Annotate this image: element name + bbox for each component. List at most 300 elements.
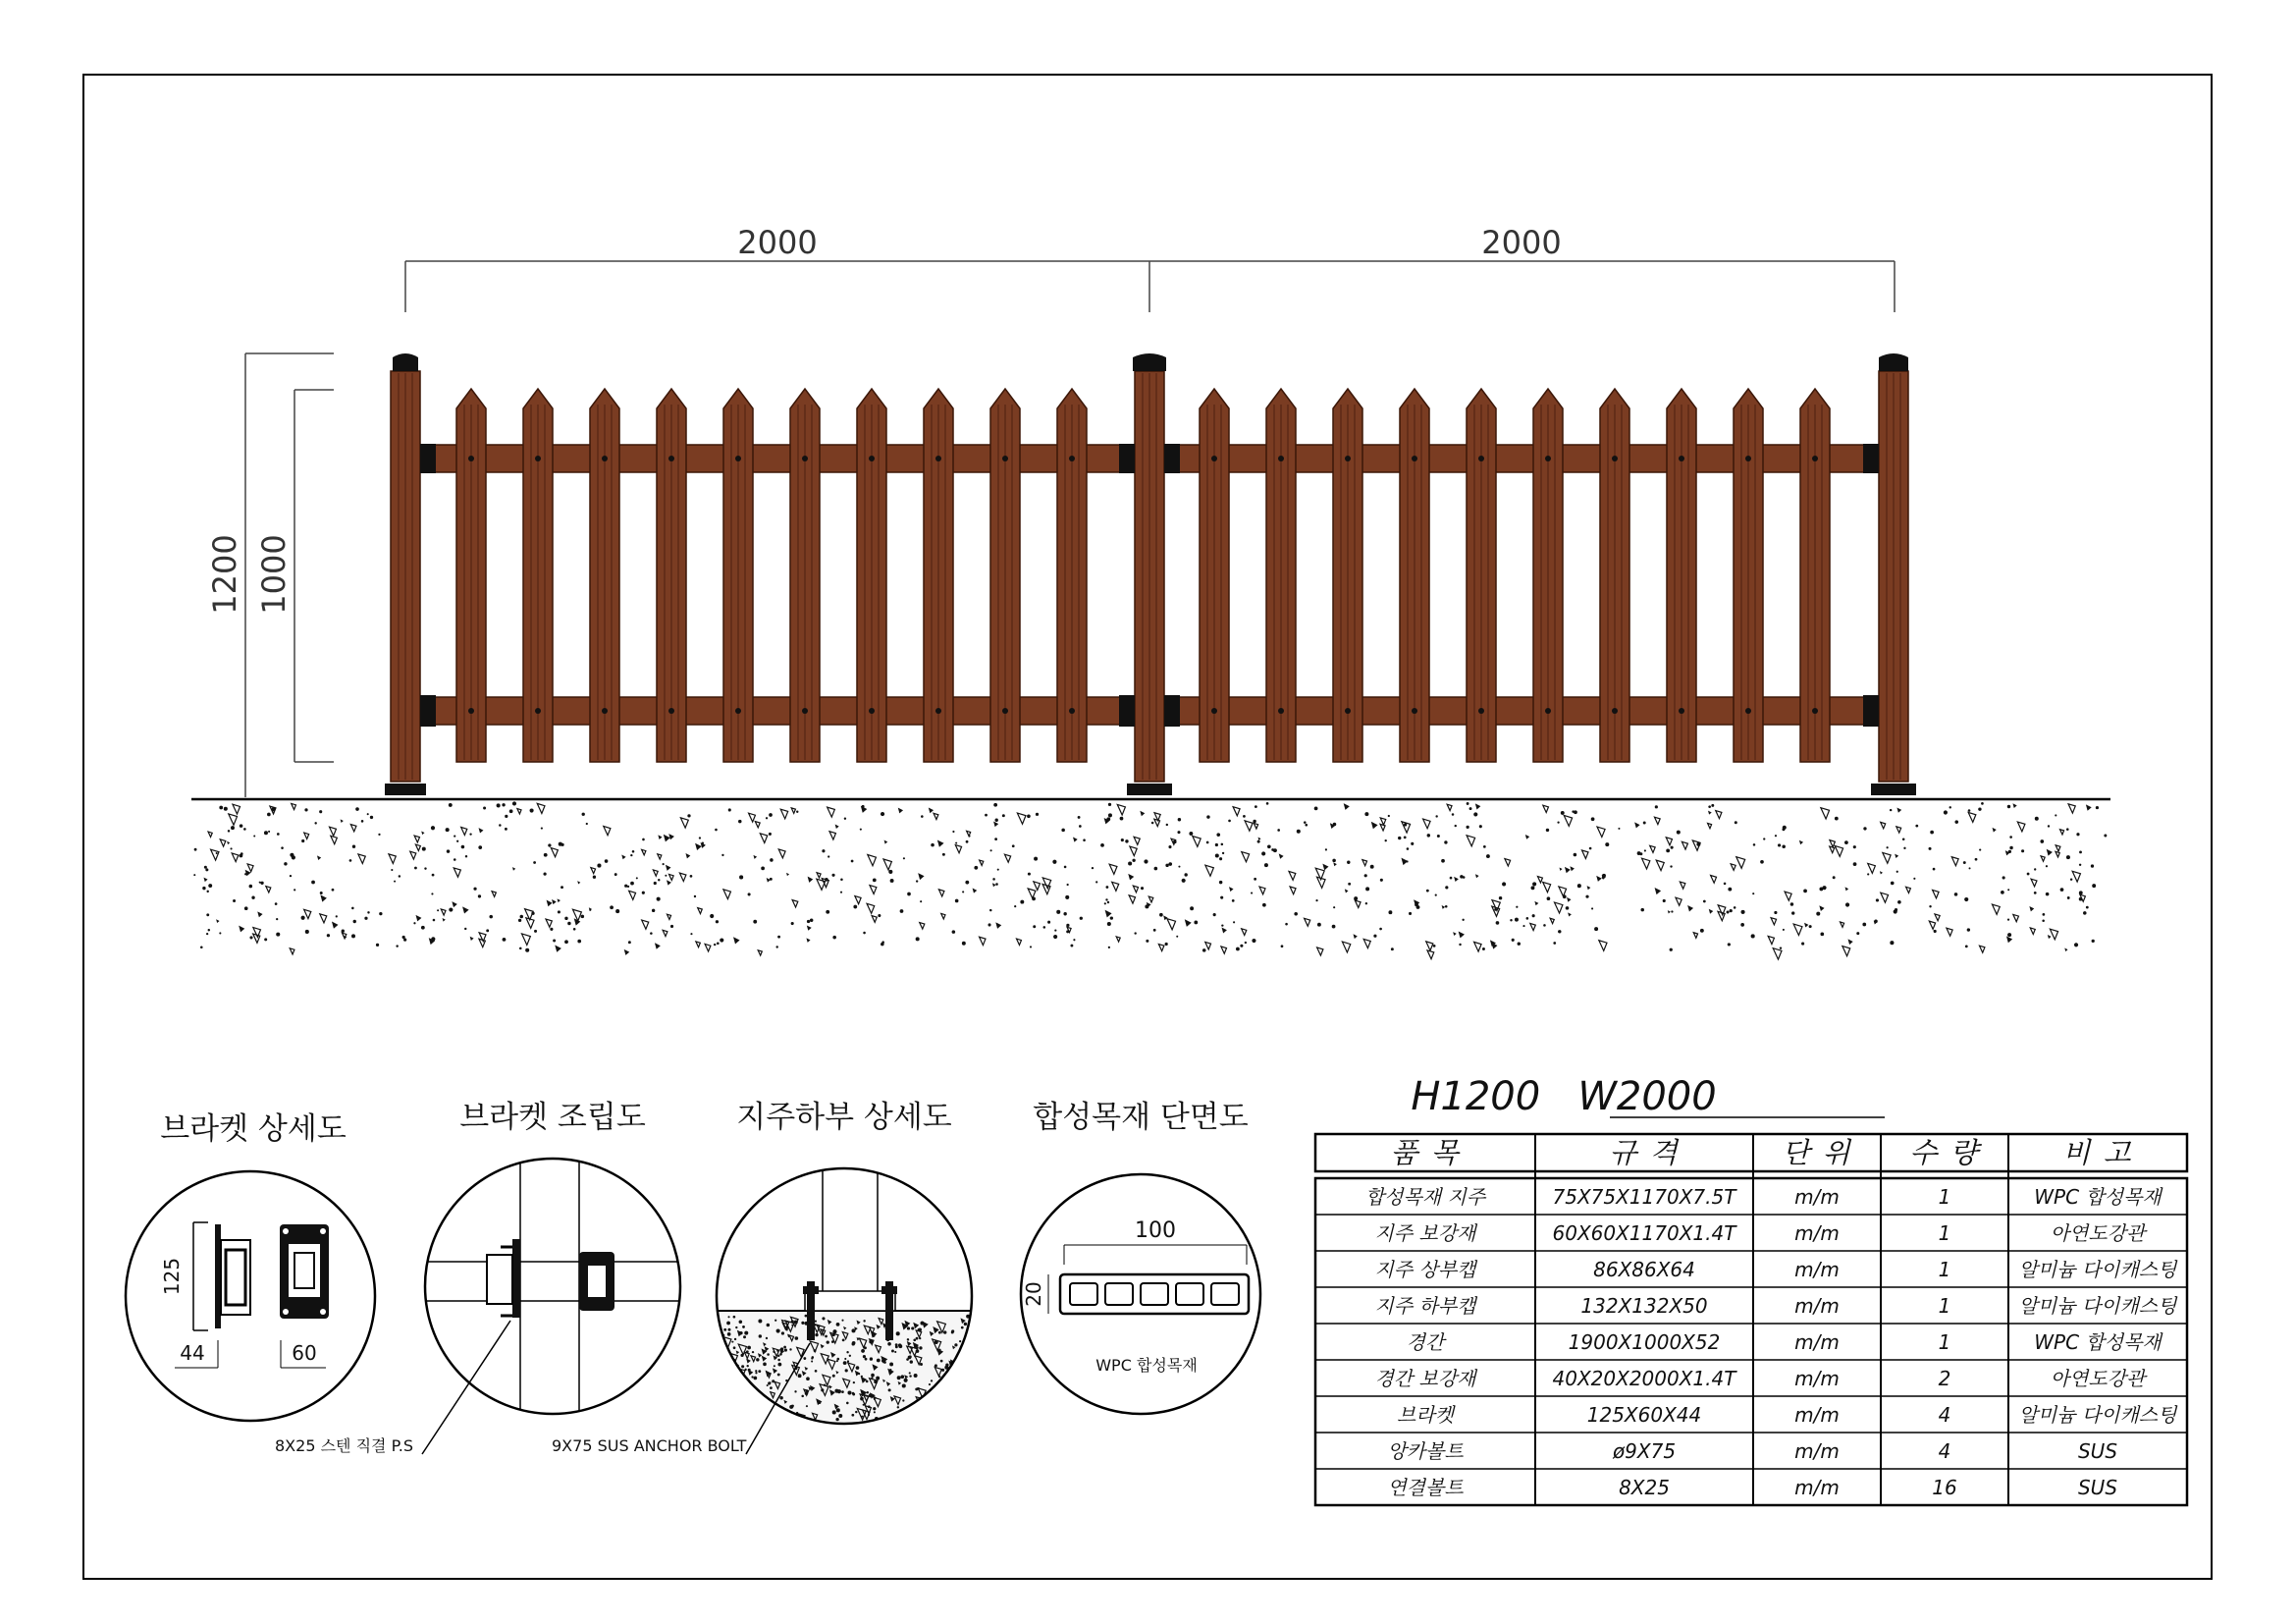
- gravel-dot: [1522, 925, 1524, 927]
- gravel-stone: [341, 819, 344, 823]
- gravel-dot: [2021, 849, 2024, 852]
- gravel-dot: [1445, 886, 1448, 889]
- rail-screw: [1002, 708, 1008, 714]
- gravel-stone: [1599, 941, 1607, 951]
- gravel-dot: [766, 817, 768, 819]
- picket: [1400, 389, 1429, 762]
- wpc-section-detail: [1021, 1100, 1260, 1414]
- gravel-stone: [1731, 864, 1735, 871]
- gravel-dot: [1482, 947, 1485, 950]
- gravel-dot: [742, 1395, 746, 1399]
- gravel-dot: [902, 1399, 904, 1401]
- gravel-stone: [1718, 911, 1725, 920]
- gravel-dot: [1671, 846, 1674, 849]
- gravel-stone: [547, 900, 553, 907]
- gravel-dot: [1532, 914, 1535, 917]
- gravel-stone: [1205, 942, 1211, 948]
- gravel-dot: [971, 1377, 975, 1380]
- gravel-stone: [995, 922, 1001, 928]
- gravel-stone: [1344, 803, 1350, 810]
- wpc-thickness-label: 20: [1022, 1281, 1045, 1307]
- table-cell: 아연도강관: [2050, 1221, 2146, 1245]
- gravel-stone: [1933, 890, 1939, 897]
- gravel-dot: [1168, 862, 1172, 866]
- gravel-stone: [1687, 905, 1693, 912]
- gravel-dot: [822, 849, 825, 852]
- gravel-dot: [828, 855, 829, 857]
- gravel-dot: [290, 875, 292, 877]
- gravel-stone: [778, 849, 785, 858]
- gravel-dot: [260, 882, 263, 885]
- wpc-width-label: 100: [1135, 1218, 1176, 1243]
- gravel-stone: [1117, 804, 1125, 815]
- gravel-stone: [717, 1364, 722, 1371]
- gravel-dot: [1435, 894, 1437, 896]
- gravel-stone: [1133, 886, 1138, 893]
- gravel-dot: [1281, 945, 1284, 947]
- gravel-stone: [1543, 805, 1549, 812]
- gravel-dot: [1314, 806, 1318, 810]
- gravel-dot: [961, 1349, 964, 1352]
- gravel-dot: [1969, 867, 1971, 869]
- gravel-stone: [1109, 864, 1117, 874]
- gravel-dot: [564, 917, 567, 920]
- gravel-stone: [1597, 827, 1605, 838]
- gravel-dot: [914, 1374, 918, 1378]
- gravel-dot: [1073, 939, 1075, 941]
- table-cell: 알미늄 다이캐스팅: [2018, 1294, 2177, 1318]
- rail-screw: [1812, 708, 1818, 714]
- gravel-dot: [1154, 867, 1158, 871]
- gravel-dot: [896, 1331, 900, 1335]
- table-cell: m/m: [1794, 1185, 1840, 1209]
- gravel-dot: [505, 828, 507, 831]
- gravel-dot: [2070, 878, 2072, 880]
- gravel-dot: [1763, 838, 1765, 839]
- gravel-dot: [1496, 921, 1500, 925]
- gravel-dot: [868, 1405, 871, 1408]
- gravel-dot: [954, 1412, 957, 1415]
- gravel-dot: [911, 1326, 914, 1329]
- gravel-stone: [737, 1383, 746, 1395]
- gravel-dot: [391, 869, 393, 871]
- table-cell: 1900X1000X52: [1568, 1330, 1721, 1354]
- gravel-stone: [2012, 803, 2016, 808]
- gravel-dot: [832, 1410, 836, 1414]
- gravel-dot: [1028, 873, 1031, 876]
- gravel-dot: [952, 930, 956, 934]
- gravel-stone: [980, 937, 986, 945]
- rail-screw: [535, 708, 541, 714]
- gravel-dot: [327, 934, 330, 937]
- gravel-dot: [930, 1418, 933, 1421]
- gravel-stone: [558, 898, 561, 902]
- gravel-dot: [1929, 847, 1932, 850]
- rail-screw: [735, 708, 741, 714]
- gravel-dot: [841, 1390, 844, 1393]
- gravel-dot: [1809, 925, 1812, 928]
- table-cell: m/m: [1794, 1439, 1840, 1463]
- gravel-dot: [1703, 900, 1706, 903]
- gravel-dot: [806, 1377, 810, 1380]
- gravel-dot: [717, 1431, 720, 1434]
- gravel-dot: [216, 852, 218, 854]
- gravel-dot: [815, 1333, 818, 1336]
- gravel-dot: [955, 842, 957, 844]
- gravel-stone: [266, 887, 271, 893]
- gravel-dot: [831, 874, 834, 877]
- anchor-label: 9X75 SUS ANCHOR BOLT: [552, 1436, 747, 1455]
- gravel-dot: [305, 930, 309, 934]
- gravel-dot: [1711, 804, 1714, 807]
- gravel-stone: [1534, 901, 1538, 905]
- gravel-dot: [320, 892, 323, 894]
- gravel-dot: [1887, 846, 1889, 848]
- gravel-stone: [1154, 819, 1160, 826]
- gravel-dot: [2066, 828, 2069, 831]
- gravel-dot: [469, 833, 471, 835]
- gravel-dot: [2043, 913, 2046, 916]
- gravel-dot: [2079, 891, 2083, 894]
- gravel-dot: [888, 870, 892, 874]
- table-cell: 60X60X1170X1.4T: [1552, 1221, 1736, 1245]
- gravel-dot: [840, 879, 843, 882]
- gravel-dot: [581, 915, 585, 919]
- gravel-dot: [2048, 825, 2050, 827]
- gravel-dot: [561, 886, 563, 889]
- gravel-stone: [791, 808, 795, 814]
- table-cell: m/m: [1794, 1330, 1840, 1354]
- gravel-dot: [748, 1384, 751, 1387]
- gravel-stone: [229, 814, 238, 825]
- gravel-dot: [1780, 947, 1782, 948]
- gravel-dot: [1273, 848, 1277, 852]
- table-cell: 알미늄 다이캐스팅: [2018, 1258, 2177, 1281]
- gravel-dot: [1751, 934, 1755, 938]
- gravel-dot: [642, 839, 645, 841]
- gravel-dot: [1640, 908, 1644, 912]
- table-cell: 4: [1938, 1403, 1951, 1427]
- gravel-dot: [290, 853, 294, 857]
- gravel-dot: [1820, 932, 1824, 936]
- gravel-dot: [264, 831, 268, 835]
- gravel-dot: [717, 1411, 720, 1414]
- table-cell: 알미늄 다이캐스팅: [2018, 1403, 2177, 1427]
- gravel-dot: [1107, 922, 1111, 926]
- gravel-stone: [331, 836, 338, 844]
- gravel-stone: [1559, 887, 1567, 896]
- gravel-dot: [1930, 831, 1934, 835]
- gravel-dot: [1079, 825, 1082, 828]
- gravel-dot: [919, 1346, 922, 1349]
- gravel-stone: [929, 1416, 936, 1427]
- gravel-dot: [777, 936, 780, 939]
- ground-gravel-hatch: [193, 801, 2107, 959]
- gravel-stone: [698, 908, 703, 914]
- picket: [590, 389, 619, 762]
- gravel-dot: [1317, 923, 1321, 927]
- gravel-dot: [206, 891, 208, 893]
- gravel-dot: [1020, 900, 1024, 904]
- gravel-dot: [918, 1328, 921, 1331]
- gravel-stone: [220, 839, 226, 846]
- gravel-dot: [233, 899, 236, 902]
- gravel-dot: [1053, 935, 1057, 939]
- gravel-dot: [2079, 864, 2081, 866]
- gravel-stone: [658, 854, 662, 859]
- table-header-cell: 단 위: [1782, 1136, 1852, 1169]
- gravel-dot: [730, 1402, 734, 1406]
- gravel-dot: [801, 1322, 804, 1325]
- gravel-dot: [1178, 866, 1180, 868]
- gravel-stone: [415, 915, 421, 922]
- gravel-dot: [264, 938, 267, 941]
- gravel-dot: [1574, 810, 1577, 814]
- table-cell: 16: [1932, 1476, 1957, 1499]
- gravel-stone: [233, 804, 240, 814]
- gravel-dot: [992, 878, 995, 881]
- gravel-dot: [852, 1342, 855, 1345]
- gravel-dot: [747, 1365, 749, 1367]
- gravel-stone: [817, 873, 821, 878]
- gravel-dot: [1934, 930, 1937, 933]
- gravel-stone: [1559, 868, 1562, 871]
- gravel-dot: [728, 808, 731, 811]
- gravel-stone: [928, 1426, 933, 1431]
- gravel-dot: [849, 1355, 851, 1357]
- rail-screw: [1069, 456, 1075, 461]
- gravel-dot: [431, 826, 435, 830]
- gravel-dot: [736, 1389, 739, 1392]
- gravel-dot: [727, 1432, 729, 1434]
- gravel-stone: [1793, 924, 1802, 935]
- gravel-stone: [679, 873, 685, 881]
- gravel-dot: [1132, 859, 1135, 862]
- bracket-assembly-detail: [275, 1100, 687, 1455]
- gravel-dot: [473, 888, 476, 891]
- gravel-dot: [989, 909, 991, 911]
- gravel-dot: [863, 1320, 865, 1322]
- gravel-stone: [1587, 886, 1591, 890]
- gravel-dot: [887, 1342, 891, 1346]
- rail-screw: [602, 456, 608, 461]
- gravel-dot: [1644, 849, 1646, 851]
- gravel-dot: [1643, 822, 1646, 825]
- gravel-dot: [657, 897, 661, 901]
- gravel-dot: [461, 845, 465, 849]
- gravel-dot: [1574, 853, 1577, 857]
- gravel-dot: [1014, 905, 1016, 907]
- gravel-dot: [558, 910, 561, 913]
- gravel-dot: [900, 909, 904, 913]
- gravel-stone: [667, 880, 671, 885]
- gravel-stone: [923, 1415, 929, 1423]
- gravel-dot: [815, 1321, 817, 1323]
- gravel-dot: [1546, 829, 1549, 832]
- gravel-dot: [941, 1369, 944, 1372]
- gravel-dot: [367, 813, 369, 815]
- gravel-dot: [589, 909, 591, 911]
- gravel-dot: [855, 1411, 857, 1413]
- gravel-stone: [1116, 937, 1120, 942]
- gravel-dot: [862, 1431, 865, 1434]
- gravel-stone: [1130, 846, 1137, 856]
- picket: [456, 389, 486, 762]
- gravel-dot: [1526, 917, 1529, 920]
- gravel-stone: [956, 1373, 959, 1377]
- gravel-dot: [1605, 842, 1609, 846]
- gravel-stone: [695, 843, 702, 850]
- gravel-dot: [1385, 839, 1387, 841]
- spec-table: [1315, 1074, 2187, 1505]
- table-header-cell: 규 격: [1609, 1136, 1680, 1169]
- gravel-dot: [970, 1395, 973, 1398]
- gravel-dot: [1245, 942, 1247, 944]
- gravel-dot: [1863, 827, 1866, 830]
- gravel-stone: [253, 934, 260, 943]
- gravel-dot: [868, 1425, 870, 1427]
- gravel-dot: [867, 1391, 869, 1393]
- gravel-dot: [1222, 852, 1224, 854]
- gravel-dot: [861, 1349, 865, 1353]
- table-cell: 1: [1938, 1330, 1951, 1354]
- gravel-dot: [974, 866, 978, 870]
- gravel-dot: [1965, 945, 1968, 947]
- gravel-dot: [1463, 876, 1466, 879]
- table-cell: m/m: [1794, 1221, 1840, 1245]
- gravel-dot: [909, 1375, 911, 1377]
- gravel-dot: [1034, 857, 1038, 861]
- gravel-dot: [193, 874, 195, 876]
- gravel-dot: [1728, 943, 1731, 946]
- table-cell: 1: [1938, 1294, 1951, 1318]
- gravel-dot: [870, 1357, 873, 1360]
- gravel-stone: [976, 1401, 982, 1408]
- gravel-dot: [1134, 932, 1136, 934]
- gravel-dot: [413, 922, 415, 924]
- gravel-dot: [941, 1413, 945, 1417]
- gravel-dot: [752, 1351, 754, 1353]
- gravel-dot: [845, 1369, 848, 1372]
- gravel-dot: [781, 1430, 784, 1433]
- gravel-dot: [352, 845, 355, 848]
- spec-table-cells: [1365, 1136, 2178, 1499]
- gravel-dot: [1897, 900, 1901, 904]
- gravel-dot: [1266, 802, 1269, 805]
- gravel-dot: [1441, 859, 1445, 863]
- gravel-stone: [1492, 906, 1500, 916]
- gravel-stone: [1474, 942, 1481, 951]
- gravel-dot: [502, 803, 505, 806]
- gravel-dot: [1462, 919, 1464, 921]
- gravel-dot: [853, 905, 857, 909]
- gravel-stone: [2050, 929, 2057, 940]
- gravel-dot: [717, 942, 720, 945]
- table-cell: 앙카볼트: [1387, 1439, 1464, 1463]
- gravel-stone: [680, 818, 688, 828]
- spec-heading: H1200 W2000: [1411, 1074, 1717, 1119]
- gravel-dot: [1332, 859, 1336, 863]
- gravel-stone: [479, 828, 484, 833]
- gravel-dot: [865, 1358, 868, 1361]
- rail-screw: [1345, 456, 1351, 461]
- gravel-stone: [1666, 838, 1672, 845]
- gravel-dot: [577, 940, 581, 944]
- rail-screw: [1002, 456, 1008, 461]
- gravel-stone: [1317, 877, 1326, 888]
- gravel-dot: [699, 837, 701, 839]
- gravel-dot: [456, 840, 458, 842]
- gravel-dot: [1967, 928, 1970, 931]
- gravel-dot: [747, 1346, 751, 1350]
- gravel-dot: [907, 1326, 910, 1329]
- gravel-stone: [1896, 827, 1901, 833]
- gravel-stone: [1453, 932, 1457, 936]
- gravel-stone: [753, 855, 757, 859]
- gravel-dot: [903, 857, 905, 859]
- gravel-stone: [884, 840, 888, 844]
- gravel-stone: [443, 918, 446, 922]
- gravel-dot: [751, 1391, 753, 1393]
- gravel-dot: [944, 1406, 947, 1409]
- table-cell: m/m: [1794, 1403, 1840, 1427]
- gravel-dot: [367, 911, 369, 913]
- gravel-dot: [728, 1328, 731, 1331]
- gravel-dot: [1876, 898, 1879, 901]
- gravel-stone: [203, 878, 207, 882]
- gravel-dot: [244, 906, 248, 910]
- gravel-stone: [1868, 863, 1876, 873]
- gravel-dot: [916, 1430, 920, 1434]
- gravel-dot: [1978, 807, 1981, 810]
- gravel-stone: [470, 937, 474, 941]
- gravel-dot: [900, 1375, 904, 1379]
- gravel-stone: [227, 841, 230, 844]
- gravel-stone: [719, 1353, 726, 1364]
- gravel-dot: [720, 1400, 723, 1404]
- gravel-dot: [1333, 906, 1335, 908]
- gravel-dot: [351, 907, 354, 910]
- gravel-dot: [895, 1343, 898, 1346]
- gravel-stone: [1693, 933, 1697, 939]
- gravel-dot: [243, 828, 246, 831]
- gravel-dot: [1305, 824, 1308, 827]
- table-cell: 브라켓: [1397, 1403, 1454, 1427]
- gravel-stone: [993, 822, 998, 828]
- gravel-dot: [1285, 923, 1288, 926]
- gravel-dot: [1427, 834, 1430, 837]
- gravel-stone: [1221, 947, 1227, 953]
- gravel-dot: [1215, 853, 1219, 857]
- gravel-dot: [1202, 948, 1206, 952]
- total-height-dimension: 1200: [206, 534, 243, 615]
- gravel-dot: [874, 1380, 878, 1383]
- gravel-dot: [779, 1396, 782, 1399]
- gravel-dot: [1121, 839, 1124, 841]
- gravel-stone: [929, 807, 934, 813]
- gravel-dot: [812, 1356, 815, 1359]
- gravel-stone: [754, 1422, 759, 1429]
- drawing-border: [83, 75, 2212, 1579]
- gravel-dot: [938, 1349, 940, 1351]
- table-cell: 4: [1938, 1439, 1951, 1463]
- gravel-dot: [1056, 910, 1060, 914]
- gravel-dot: [894, 1351, 896, 1353]
- gravel-stone: [724, 1382, 728, 1386]
- gravel-stone: [658, 835, 662, 839]
- gravel-dot: [732, 1400, 736, 1404]
- gravel-dot: [723, 1328, 726, 1331]
